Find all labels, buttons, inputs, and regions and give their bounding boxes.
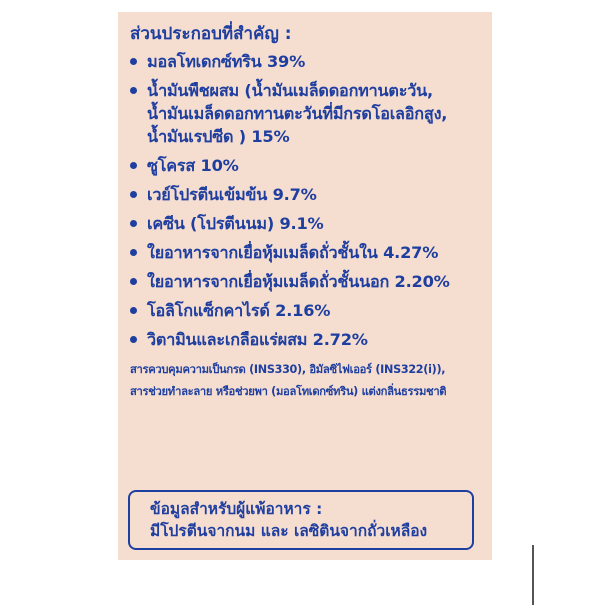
additive-line: สารควบคุมความเป็นกรด (INS330), อิมัลซิไฟเออร์ (INS322(i)), (130, 363, 446, 376)
ingredient-item (130, 50, 486, 73)
bullet-icon (130, 87, 137, 94)
ingredients-heading: ส่วนประกอบที่สำคัญ : (130, 24, 292, 44)
ingredient-text: น้ำมันพืชผสม (น้ำมันเมล็ดดอกทานตะวัน, (147, 81, 433, 100)
ingredient-text: เคซีน (โปรตีนนม) 9.1% (147, 214, 324, 233)
ingredient-text: ใยอาหารจากเยื่อหุ้มเมล็ดถั่วชั้นนอก 2.20% (147, 272, 450, 291)
ingredient-item (130, 212, 486, 235)
ingredient-item (130, 299, 486, 322)
ingredient-text: ใยอาหารจากเยื่อหุ้มเมล็ดถั่วชั้นใน 4.27% (147, 243, 439, 262)
ingredient-text: เวย์โปรตีนเข้มข้น 9.7% (147, 185, 317, 204)
ingredient-text: มอลโทเดกซ์ทริน 39% (147, 52, 306, 71)
nutrition-label-panel (118, 12, 492, 560)
allergy-info-box (128, 490, 474, 550)
ingredient-text: โอลิโกแซ็กคาไรด์ 2.16% (147, 301, 331, 320)
ingredient-text: วิตามินและเกลือแร่ผสม 2.72% (147, 330, 368, 349)
additive-line: สารช่วยทำละลาย หรือช่วยพา (มอลโทเดกซ์ทริน) แต่งกลิ่นธรรมชาติ (130, 385, 447, 398)
ingredient-item (130, 183, 486, 206)
additives-text (130, 359, 486, 403)
ingredient-text: น้ำมันเมล็ดดอกทานตะวันที่มีกรดโอเลอิกสูง, (147, 104, 448, 123)
bullet-icon (130, 307, 137, 314)
ingredient-item (130, 270, 486, 293)
bullet-icon (130, 58, 137, 65)
ingredient-item (130, 241, 486, 264)
bullet-icon (130, 278, 137, 285)
ingredient-item (130, 79, 486, 148)
ingredient-item (130, 154, 486, 177)
bullet-icon (130, 249, 137, 256)
bullet-icon (130, 336, 137, 343)
ingredient-text: น้ำมันเรปซีด ) 15% (147, 127, 290, 146)
bullet-icon (130, 162, 137, 169)
ingredient-list (130, 50, 486, 351)
bullet-icon (130, 191, 137, 198)
ingredient-item (130, 328, 486, 351)
allergy-title: ข้อมูลสำหรับผู้แพ้อาหาร : (150, 500, 323, 518)
scrollbar[interactable] (532, 545, 534, 605)
allergy-text: มีโปรตีนจากนม และ เลซิตินจากถั่วเหลือง (150, 522, 428, 540)
bullet-icon (130, 220, 137, 227)
label-content (130, 22, 486, 403)
ingredient-text: ซูโครส 10% (147, 156, 239, 175)
